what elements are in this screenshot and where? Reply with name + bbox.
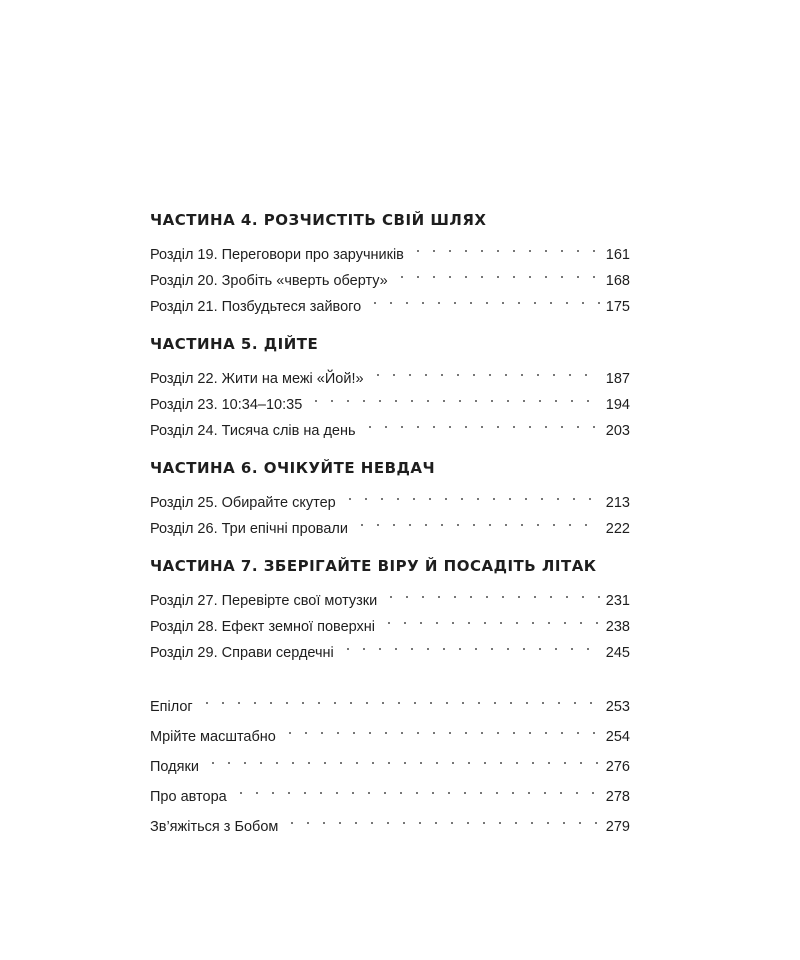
dot-leader xyxy=(205,741,600,771)
dot-leader xyxy=(233,771,600,801)
chapter-title: Розділ 27. Перевірте свої мотузки xyxy=(150,593,378,609)
part-6 xyxy=(150,455,630,537)
section-title: Мрійте масштабно xyxy=(150,729,276,745)
page-number: 278 xyxy=(605,789,630,805)
page-number: 203 xyxy=(605,423,630,439)
toc-entry xyxy=(150,771,630,805)
chapter-title: Розділ 26. Три епічні провали xyxy=(150,521,348,537)
back-matter xyxy=(150,681,630,835)
page-number: 213 xyxy=(605,495,630,511)
dot-leader xyxy=(381,605,600,631)
page-number: 194 xyxy=(605,397,630,413)
page-number: 238 xyxy=(605,619,630,635)
dot-leader xyxy=(340,631,600,657)
dot-leader xyxy=(199,681,600,711)
toc-entry xyxy=(150,579,630,609)
chapter-title: Розділ 20. Зробіть «чверть оберту» xyxy=(150,273,388,289)
dot-leader xyxy=(410,233,600,259)
toc-entry xyxy=(150,741,630,775)
toc-entry xyxy=(150,233,630,263)
dot-leader xyxy=(308,383,600,409)
chapter-title: Розділ 29. Справи сердечні xyxy=(150,645,334,661)
dot-leader xyxy=(282,711,600,741)
chapter-title: Розділ 21. Позбудьтеся зайвого xyxy=(150,299,362,315)
dot-leader xyxy=(362,409,600,435)
page-number: 245 xyxy=(605,645,630,661)
part-title: ЧАСТИНА 5. ДІЙТЕ xyxy=(150,335,319,353)
dot-leader xyxy=(394,259,600,285)
dot-leader xyxy=(342,481,600,507)
page-number: 161 xyxy=(605,247,630,263)
part-7 xyxy=(150,553,630,661)
section-title: Про автора xyxy=(150,789,227,805)
page-number: 279 xyxy=(605,819,630,835)
table-of-contents xyxy=(150,207,630,835)
part-5 xyxy=(150,331,630,439)
page-number: 175 xyxy=(605,299,630,315)
page-number: 222 xyxy=(605,521,630,537)
page-number: 187 xyxy=(605,371,630,387)
chapter-title: Розділ 22. Жити на межі «Йой!» xyxy=(150,371,364,387)
section-title: Подяки xyxy=(150,759,199,775)
dot-leader xyxy=(284,801,599,831)
chapter-title: Розділ 28. Ефект земної поверхні xyxy=(150,619,376,635)
page-number: 276 xyxy=(605,759,630,775)
page-number: 168 xyxy=(605,273,630,289)
chapter-title: Розділ 24. Тисяча слів на день xyxy=(150,423,356,439)
page-number: 254 xyxy=(605,729,630,745)
section-title: Зв’яжіться з Бобом xyxy=(150,819,279,835)
toc-entry xyxy=(150,481,630,511)
section-title: Епілог xyxy=(150,699,193,715)
page-number: 253 xyxy=(605,699,630,715)
toc-entry xyxy=(150,681,630,715)
chapter-title: Розділ 25. Обирайте скутер xyxy=(150,495,336,511)
chapter-title: Розділ 19. Переговори про заручників xyxy=(150,247,404,263)
part-title: ЧАСТИНА 6. ОЧІКУЙТЕ НЕВДАЧ xyxy=(150,459,436,477)
dot-leader xyxy=(383,579,600,605)
toc-entry xyxy=(150,711,630,745)
dot-leader xyxy=(370,357,600,383)
page-number: 231 xyxy=(605,593,630,609)
part-4 xyxy=(150,207,630,315)
part-title: ЧАСТИНА 7. ЗБЕРІГАЙТЕ ВІРУ Й ПОСАДІТЬ ЛІТАК xyxy=(150,557,597,575)
toc-entry xyxy=(150,357,630,387)
dot-leader xyxy=(354,507,600,533)
dot-leader xyxy=(367,285,600,311)
chapter-title: Розділ 23. 10:34–10:35 xyxy=(150,397,303,413)
part-title: ЧАСТИНА 4. РОЗЧИСТІТЬ СВІЙ ШЛЯХ xyxy=(150,211,487,229)
